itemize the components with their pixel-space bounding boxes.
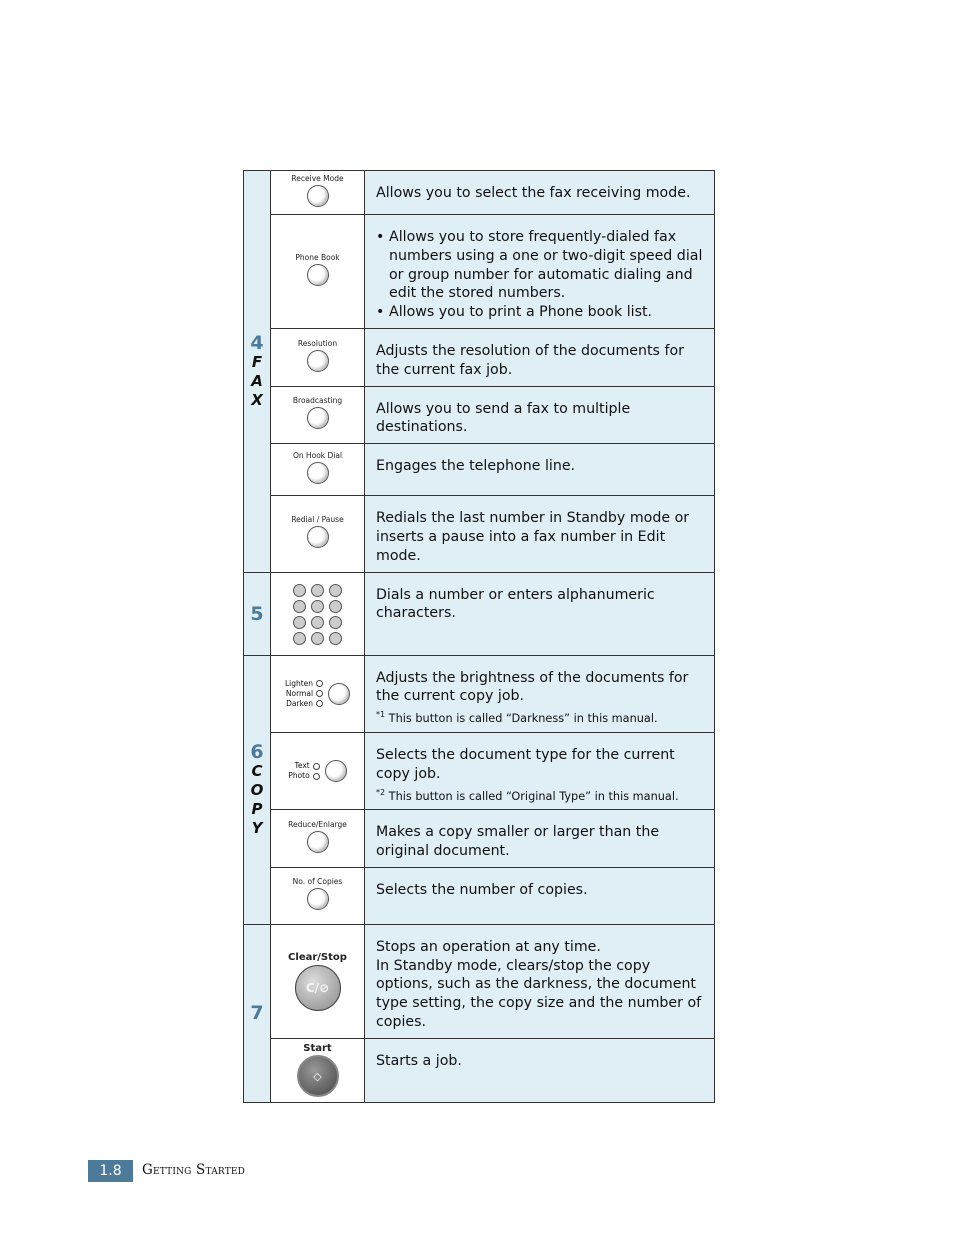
page-number: 1.8	[88, 1160, 133, 1182]
resolution-button-icon	[307, 350, 329, 372]
description: Allows you to select the fax receiving mode.	[365, 171, 715, 215]
description: Makes a copy smaller or larger than the original document.	[365, 810, 715, 868]
key-icon	[311, 584, 324, 597]
button-illustration	[271, 867, 365, 924]
section-letter: O	[250, 780, 264, 799]
table-row	[244, 215, 715, 329]
description-line: In Standby mode, clears/stop the copy options, such as the darkness, the document type setting, the copy size and the number of copies.	[376, 957, 702, 1031]
section-number: 6	[250, 740, 264, 763]
table-row	[244, 171, 715, 215]
table-row	[244, 328, 715, 386]
redial-pause-button-icon	[307, 526, 329, 548]
led-icon	[316, 700, 323, 707]
button-label: Start	[303, 1043, 332, 1055]
phone-book-button-icon	[307, 264, 329, 286]
led-icon	[313, 773, 320, 780]
button-label: No. of Copies	[292, 877, 343, 887]
key-icon	[329, 616, 342, 629]
section-number: 4	[250, 331, 264, 354]
button-label: Receive Mode	[291, 174, 344, 183]
button-illustration	[271, 444, 365, 496]
table-row	[244, 496, 715, 572]
bullet-list	[376, 228, 704, 322]
table-row	[244, 1038, 715, 1102]
section-letter: X	[251, 390, 263, 409]
section-letter: F	[251, 352, 263, 371]
bullet-item: • Allows you to store frequently-dialed fax numbers using a one or two-digit speed dial or group number for automatic dialing and edit the stored numbers.	[376, 228, 704, 303]
button-illustration	[271, 924, 365, 1038]
description: Redials the last number in Standby mode or inserts a pause into a fax number in Edit mode.	[365, 496, 715, 572]
key-icon	[311, 632, 324, 645]
no-of-copies-button-icon	[307, 888, 329, 910]
description	[365, 732, 715, 809]
table-row	[244, 386, 715, 444]
start-button-icon: ◇	[297, 1055, 339, 1097]
button-illustration	[271, 386, 365, 444]
led-icon	[316, 690, 323, 697]
section-number: 5	[250, 602, 264, 625]
button-illustration	[271, 572, 365, 655]
description-text: Selects the document type for the current copy job.	[376, 746, 675, 782]
led-label: Text	[294, 761, 310, 771]
button-illustration	[271, 328, 365, 386]
button-label: Broadcasting	[292, 396, 343, 406]
description	[365, 655, 715, 732]
description: Selects the number of copies.	[365, 867, 715, 924]
description	[365, 215, 715, 329]
table-row	[244, 444, 715, 496]
button-illustration	[271, 655, 365, 732]
table-row	[244, 655, 715, 732]
chapter-title: Getting Started	[142, 1162, 246, 1178]
button-label: Clear/Stop	[288, 951, 347, 963]
button-label: Resolution	[297, 338, 338, 348]
led-icon	[316, 680, 323, 687]
button-label: Redial / Pause	[291, 515, 344, 525]
led-label: Normal	[285, 688, 314, 698]
button-reference-table	[243, 170, 715, 1103]
button-illustration	[271, 215, 365, 329]
button-illustration	[271, 810, 365, 868]
led-label: Darken	[286, 698, 314, 708]
button-illustration	[271, 171, 365, 215]
table-row	[244, 924, 715, 1038]
section-copy	[244, 655, 271, 924]
key-icon	[329, 632, 342, 645]
section-number: 7	[250, 1002, 264, 1025]
led-icon	[313, 763, 320, 770]
broadcasting-button-icon	[307, 407, 329, 429]
button-illustration	[271, 1038, 365, 1102]
description: Dials a number or enters alphanumeric characters.	[365, 572, 715, 655]
receive-mode-button-icon	[307, 185, 329, 207]
button-label: Reduce/Enlarge	[288, 820, 347, 830]
key-icon	[293, 584, 306, 597]
table-row	[244, 732, 715, 809]
number-keypad-icon	[293, 582, 343, 645]
led-label: Lighten	[284, 678, 314, 688]
section-keypad	[244, 572, 271, 655]
section-control	[244, 924, 271, 1102]
key-icon	[293, 600, 306, 613]
description: Starts a job.	[365, 1038, 715, 1102]
section-letter: Y	[251, 818, 263, 837]
description: Allows you to send a fax to multiple destinations.	[365, 386, 715, 444]
clear-stop-button-icon: C/⊘	[295, 965, 341, 1011]
footnote: $^{*2}$ This button is called “Original Type” in this manual.	[376, 787, 679, 803]
section-fax	[244, 171, 271, 573]
description-text: Adjusts the brightness of the documents for the current copy job.	[376, 669, 689, 705]
key-icon	[329, 584, 342, 597]
button-illustration	[271, 732, 365, 809]
button-label: Phone Book	[295, 252, 340, 262]
bullet-item: • Allows you to print a Phone book list.	[376, 303, 704, 322]
table-row	[244, 867, 715, 924]
reduce-enlarge-button-icon	[307, 831, 329, 853]
section-letter: P	[251, 799, 263, 818]
darkness-button-icon	[328, 683, 350, 705]
section-letter: A	[251, 371, 263, 390]
table-row	[244, 810, 715, 868]
description	[365, 924, 715, 1038]
key-icon	[329, 600, 342, 613]
description: Adjusts the resolution of the documents for the current fax job.	[365, 328, 715, 386]
key-icon	[311, 600, 324, 613]
button-label: On Hook Dial	[292, 451, 343, 461]
button-illustration	[271, 496, 365, 572]
led-label: Photo	[288, 771, 310, 781]
footnote: $^{*1}$ This button is called “Darkness” in this manual.	[376, 710, 658, 725]
description-line: Stops an operation at any time.	[376, 938, 601, 955]
original-type-button-icon	[325, 760, 347, 782]
key-icon	[293, 616, 306, 629]
key-icon	[293, 632, 306, 645]
on-hook-dial-button-icon	[307, 462, 329, 484]
key-icon	[311, 616, 324, 629]
section-letter: C	[251, 761, 263, 780]
table-row	[244, 572, 715, 655]
description: Engages the telephone line.	[365, 444, 715, 496]
